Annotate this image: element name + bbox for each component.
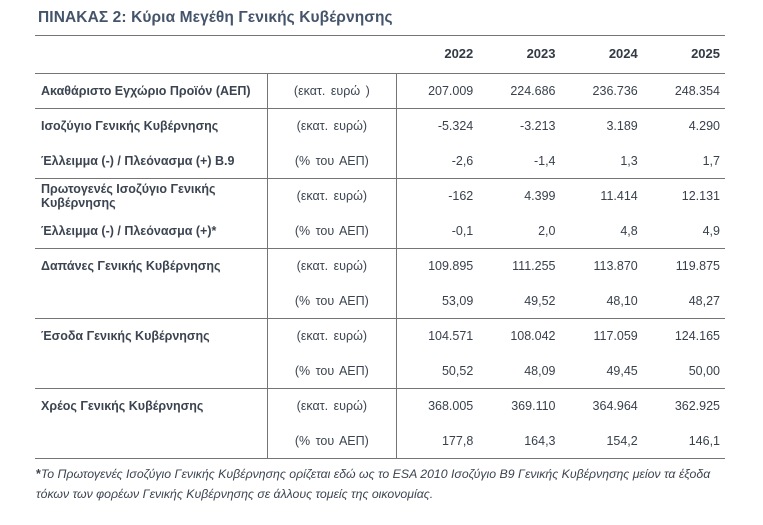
row-label: Χρέος Γενικής Κυβέρνησης xyxy=(35,389,268,424)
row-unit: (εκατ. ευρώ) xyxy=(268,389,396,424)
year-header-2025: 2025 xyxy=(691,46,720,61)
row-label: Έσοδα Γενικής Κυβέρνησης xyxy=(35,319,268,354)
row-label: Πρωτογενές Ισοζύγιο Γενικής Κυβέρνησης xyxy=(35,179,268,214)
cell-value: 4,9 xyxy=(702,223,720,238)
cell-value: 154,2 xyxy=(606,433,638,448)
cell-value: 224.686 xyxy=(510,84,556,98)
cell-value: 48,27 xyxy=(688,293,720,308)
cell-value: 3.189 xyxy=(606,119,638,134)
cell-value: 50,00 xyxy=(688,363,720,378)
cell-value: -0,1 xyxy=(451,223,474,238)
table-row xyxy=(35,319,725,354)
footnote xyxy=(36,464,728,505)
row-unit: (εκατ. ευρώ) xyxy=(268,249,396,284)
table-row xyxy=(35,109,725,144)
row-label xyxy=(35,424,268,459)
cell-value: 117.059 xyxy=(593,329,638,344)
cell-value: 49,45 xyxy=(606,363,638,378)
cell-value: 12.131 xyxy=(681,189,720,204)
cell-value: -2,6 xyxy=(451,153,474,168)
row-label: Ισοζύγιο Γενικής Κυβέρνησης xyxy=(35,109,268,144)
row-unit: (εκατ. ευρώ) xyxy=(268,179,396,214)
year-header-2023: 2023 xyxy=(526,46,556,61)
cell-value: -3.213 xyxy=(520,119,556,134)
table-row xyxy=(35,354,725,389)
row-label: Ακαθάριστο Εγχώριο Προϊόν (ΑΕΠ) xyxy=(35,74,268,109)
table-row xyxy=(35,424,725,459)
cell-value: 164,3 xyxy=(524,433,556,448)
row-unit: (% του ΑΕΠ) xyxy=(268,354,396,389)
table-row xyxy=(35,389,725,424)
cell-value: 11.414 xyxy=(600,189,638,204)
cell-value: 4.290 xyxy=(688,119,720,134)
cell-value: 50,52 xyxy=(441,363,474,378)
table-row xyxy=(35,284,725,319)
cell-value: 109.895 xyxy=(428,259,474,274)
cell-value: 108.042 xyxy=(510,329,556,344)
cell-value: 113.870 xyxy=(593,259,638,274)
table-row xyxy=(35,214,725,249)
cell-value: 48,09 xyxy=(524,363,556,378)
row-unit: (% του ΑΕΠ) xyxy=(268,214,396,249)
cell-value: 124.165 xyxy=(674,329,720,344)
table-title: ΠΙΝΑΚΑΣ 2: Κύρια Μεγέθη Γενικής Κυβέρνησης xyxy=(38,9,393,26)
cell-value: 2,0 xyxy=(538,223,556,238)
year-header-row xyxy=(35,36,725,74)
footnote-text: Το Πρωτογενές Ισοζύγιο Γενικής Κυβέρνησης ορίζεται εδώ ως το ESA 2010 Ισοζύγιο B9 Γενικής Κυβέρνησης μείον τα έξοδα τόκων των φορέων Γενικής Κυβέρνησης σε άλλους τομείς της οικονομίας. xyxy=(36,467,711,501)
row-label: Έλλειμμα (-) / Πλεόνασμα (+)* xyxy=(35,214,268,249)
table-row xyxy=(35,144,725,179)
table-row xyxy=(35,74,725,109)
table-row xyxy=(35,249,725,284)
cell-value: 1,7 xyxy=(702,153,720,168)
table-row xyxy=(35,179,725,214)
cell-value: 364.964 xyxy=(592,399,638,414)
cell-value: 119.875 xyxy=(675,259,720,274)
row-unit: (% του ΑΕΠ) xyxy=(268,424,396,459)
table-body xyxy=(35,74,725,459)
year-header-2024: 2024 xyxy=(608,46,638,61)
cell-value: 177,8 xyxy=(441,433,474,448)
year-header-2022: 2022 xyxy=(444,46,474,61)
row-unit: (εκατ. ευρώ) xyxy=(268,319,396,354)
cell-value: 362.925 xyxy=(674,399,720,414)
cell-value: 4,8 xyxy=(620,223,638,238)
cell-value: 236.736 xyxy=(592,84,638,98)
row-unit: (% του ΑΕΠ) xyxy=(268,144,396,179)
cell-value: 4.399 xyxy=(524,189,556,204)
row-label xyxy=(35,284,268,319)
row-label: Δαπάνες Γενικής Κυβέρνησης xyxy=(35,249,268,284)
header-label-spacer xyxy=(35,36,268,74)
cell-value: 104.571 xyxy=(428,329,474,344)
cell-value: 48,10 xyxy=(606,293,638,308)
cell-value: 368.005 xyxy=(428,399,474,414)
cell-value: 111.255 xyxy=(512,259,556,274)
cell-value: -1,4 xyxy=(533,153,556,168)
cell-value: 369.110 xyxy=(511,399,556,414)
row-label: Έλλειμμα (-) / Πλεόνασμα (+) B.9 xyxy=(35,144,268,179)
footnote-asterisk: * xyxy=(36,467,41,481)
cell-value: 248.354 xyxy=(674,84,720,98)
row-unit: (% του ΑΕΠ) xyxy=(268,284,396,319)
cell-value: 146,1 xyxy=(688,433,720,448)
cell-value: 1,3 xyxy=(620,153,638,168)
row-unit: (εκατ. ευρώ ) xyxy=(268,74,396,109)
cell-value: 53,09 xyxy=(441,293,474,308)
main-table xyxy=(35,35,725,459)
header-unit-spacer xyxy=(268,36,396,74)
cell-value: 49,52 xyxy=(524,293,556,308)
cell-value: -162 xyxy=(448,189,474,204)
row-unit: (εκατ. ευρώ) xyxy=(268,109,396,144)
cell-value: -5.324 xyxy=(437,119,474,134)
row-label xyxy=(35,354,268,389)
cell-value: 207.009 xyxy=(428,84,474,98)
